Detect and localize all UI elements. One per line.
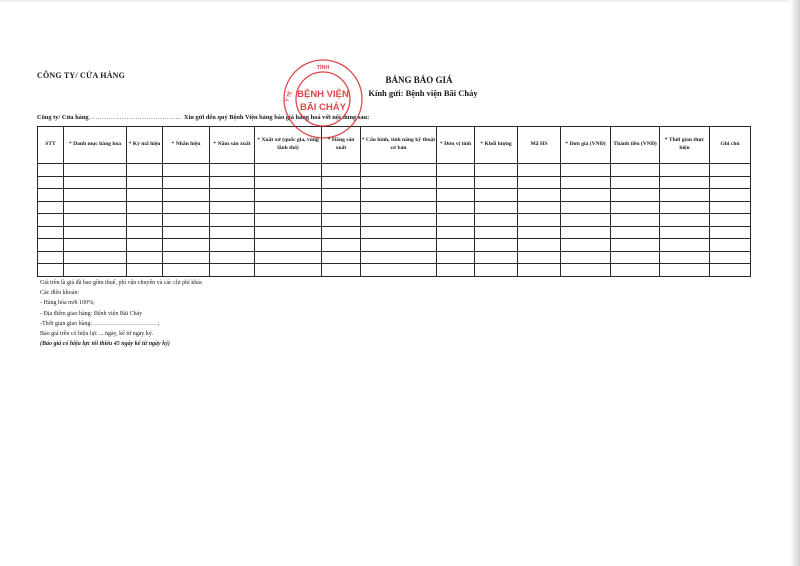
table-cell (660, 239, 710, 252)
table-cell (660, 226, 710, 239)
table-cell (127, 214, 163, 227)
column-header: * Thời gian thực hiện (660, 127, 710, 164)
table-cell (322, 214, 361, 227)
table-cell (475, 201, 518, 214)
table-cell (611, 251, 660, 264)
table-cell (710, 251, 751, 264)
table-cell (475, 189, 518, 202)
table-cell (163, 251, 210, 264)
table-cell (255, 226, 322, 239)
table-cell (163, 189, 210, 202)
table-cell (163, 214, 210, 227)
table-cell (127, 164, 163, 177)
table-row (38, 201, 751, 214)
table-cell (38, 226, 64, 239)
table-cell (127, 201, 163, 214)
table-cell (660, 176, 710, 189)
table-cell (361, 226, 437, 239)
table-cell (322, 239, 361, 252)
table-cell (518, 164, 561, 177)
table-cell (322, 201, 361, 214)
stamp-top-text: TỈNH (316, 65, 330, 71)
table-cell (660, 189, 710, 202)
table-cell (561, 264, 611, 277)
terms-line: -Thời gian giao hàng:……………………………; (40, 320, 160, 327)
table-cell (611, 264, 660, 277)
table-cell (38, 214, 64, 227)
validity-note: (Báo giá có hiệu lực tối thiểu 45 ngày kể từ ngày ký) (40, 341, 170, 348)
hospital-stamp (281, 57, 365, 141)
table-cell (163, 226, 210, 239)
column-header: * Năm sản xuất (210, 127, 255, 164)
scan-edge-top (0, 0, 800, 3)
table-cell (437, 189, 475, 202)
intro-label: Công ty/ Cửa hàng (37, 114, 89, 121)
column-header: Mã HS (518, 127, 561, 164)
column-header: * Xuất xứ (quốc gia, vùng lãnh thổ) (255, 127, 322, 164)
table-cell (127, 176, 163, 189)
column-header: Ghi chú (710, 127, 751, 164)
table-cell (710, 226, 751, 239)
column-header: * Hãng sản xuất (322, 127, 361, 164)
terms-line: Báo giá trên có hiệu lực ... ngày, kể từ ngày ký. (40, 331, 154, 338)
table-cell (127, 239, 163, 252)
table-cell (38, 176, 64, 189)
table-cell (437, 226, 475, 239)
table-cell (710, 201, 751, 214)
table-row (38, 239, 751, 252)
table-cell (710, 164, 751, 177)
table-cell (64, 189, 127, 202)
table-cell (710, 189, 751, 202)
table-cell (255, 164, 322, 177)
table-row (38, 176, 751, 189)
table-cell (660, 264, 710, 277)
table-cell (437, 164, 475, 177)
table-cell (361, 239, 437, 252)
table-cell (518, 264, 561, 277)
table-cell (64, 226, 127, 239)
table-cell (163, 239, 210, 252)
table-cell (518, 239, 561, 252)
table-cell (64, 239, 127, 252)
table-cell (38, 201, 64, 214)
table-cell (255, 201, 322, 214)
column-header: * Cấu hình, tính năng kỹ thuật cơ bản (361, 127, 437, 164)
table-row (38, 189, 751, 202)
terms-line: Giá trên là giá đã bao gồm thuế, phí vận chuyển và các chi phí khác (40, 280, 203, 286)
table-cell (210, 239, 255, 252)
table-cell (322, 164, 361, 177)
table-cell (361, 201, 437, 214)
table-cell (163, 176, 210, 189)
quote-table (37, 126, 751, 277)
table-cell (64, 176, 127, 189)
table-cell (255, 189, 322, 202)
table-cell (437, 201, 475, 214)
column-header: * Khối lượng (475, 127, 518, 164)
stamp-left-text: Y TẾ (284, 90, 294, 103)
table-cell (38, 239, 64, 252)
document-title: BẢNG BÁO GIÁ (385, 75, 453, 85)
table-cell (361, 164, 437, 177)
table-cell (64, 251, 127, 264)
table-cell (475, 264, 518, 277)
table-cell (611, 214, 660, 227)
column-header: STT (38, 127, 64, 164)
table-cell (611, 164, 660, 177)
table-cell (210, 201, 255, 214)
table-cell (255, 176, 322, 189)
table-cell (710, 264, 751, 277)
table-cell (38, 164, 64, 177)
table-cell (475, 226, 518, 239)
table-cell (210, 226, 255, 239)
table-cell (518, 226, 561, 239)
table-cell (38, 264, 64, 277)
table-cell (163, 201, 210, 214)
table-cell (361, 214, 437, 227)
table-cell (561, 226, 611, 239)
table-cell (561, 214, 611, 227)
table-cell (38, 189, 64, 202)
table-body (38, 164, 751, 277)
table-cell (475, 176, 518, 189)
table-cell (322, 226, 361, 239)
table-row (38, 164, 751, 177)
table-cell (611, 239, 660, 252)
table-cell (475, 214, 518, 227)
intro-dots: …………………………………… (88, 114, 183, 121)
table-cell (475, 239, 518, 252)
table-cell (255, 251, 322, 264)
table-cell (361, 189, 437, 202)
table-cell (475, 251, 518, 264)
column-header: * Danh mục hàng hóa (64, 127, 127, 164)
table-header-row (38, 127, 751, 164)
recipient-line: Kính gửi: Bệnh viện Bãi Cháy (368, 88, 478, 98)
table-cell (38, 251, 64, 264)
table-cell (322, 264, 361, 277)
table-cell (127, 226, 163, 239)
terms-line: - Hàng hóa mới 100%; (40, 300, 95, 307)
table-cell (518, 201, 561, 214)
table-cell (710, 176, 751, 189)
table-cell (518, 214, 561, 227)
table-cell (710, 239, 751, 252)
table-cell (255, 214, 322, 227)
table-cell (437, 176, 475, 189)
company-heading: CÔNG TY/ CỬA HÀNG (37, 71, 126, 80)
stamp-line2: BÃI CHÁY (300, 102, 346, 113)
table-row (38, 214, 751, 227)
table-cell (64, 214, 127, 227)
table-cell (210, 176, 255, 189)
table-cell (322, 251, 361, 264)
column-header: * Ký mã hiệu (127, 127, 163, 164)
table-cell (322, 189, 361, 202)
table-row (38, 264, 751, 277)
table-cell (255, 264, 322, 277)
terms-line: - Địa điểm giao hàng: Bệnh viện Bãi Cháy (40, 310, 143, 317)
table-cell (660, 201, 710, 214)
table-cell (127, 251, 163, 264)
column-header: * Đơn vị tính (437, 127, 475, 164)
table-cell (361, 251, 437, 264)
table-row (38, 251, 751, 264)
table-row (38, 226, 751, 239)
table-cell (437, 264, 475, 277)
intro-text: Xin gửi đến quý Bệnh Viện bảng báo giá hàng hoá với nội dung sau: (182, 114, 370, 121)
table-cell (611, 189, 660, 202)
table-cell (561, 239, 611, 252)
table-cell (437, 214, 475, 227)
table-cell (437, 251, 475, 264)
table-cell (561, 251, 611, 264)
table-cell (475, 164, 518, 177)
terms-line: Các điều khoản: (40, 290, 79, 297)
table-cell (210, 189, 255, 202)
table-cell (437, 239, 475, 252)
table-cell (163, 264, 210, 277)
table-cell (210, 214, 255, 227)
scan-edge-right (790, 0, 800, 566)
table-cell (518, 176, 561, 189)
table-cell (127, 264, 163, 277)
table-cell (322, 176, 361, 189)
table-cell (660, 164, 710, 177)
table-cell (611, 176, 660, 189)
column-header: * Đơn giá (VNĐ) (561, 127, 611, 164)
table-cell (561, 164, 611, 177)
table-cell (710, 214, 751, 227)
table-cell (210, 164, 255, 177)
table-cell (518, 251, 561, 264)
table-cell (64, 164, 127, 177)
table-cell (561, 189, 611, 202)
table-cell (361, 264, 437, 277)
table-cell (611, 226, 660, 239)
table-cell (361, 176, 437, 189)
column-header: Thành tiền (VNĐ) (611, 127, 660, 164)
stamp-line1: BỆNH VIỆN (297, 89, 349, 100)
column-header: * Nhãn hiệu (163, 127, 210, 164)
table-cell (518, 189, 561, 202)
terms-block (40, 278, 203, 349)
table-cell (561, 201, 611, 214)
table-cell (561, 176, 611, 189)
table-cell (611, 201, 660, 214)
table-cell (127, 189, 163, 202)
table-cell (64, 201, 127, 214)
table-cell (210, 251, 255, 264)
table-cell (210, 264, 255, 277)
table-cell (660, 251, 710, 264)
table-cell (163, 164, 210, 177)
table-cell (64, 264, 127, 277)
table-cell (255, 239, 322, 252)
table-cell (660, 214, 710, 227)
